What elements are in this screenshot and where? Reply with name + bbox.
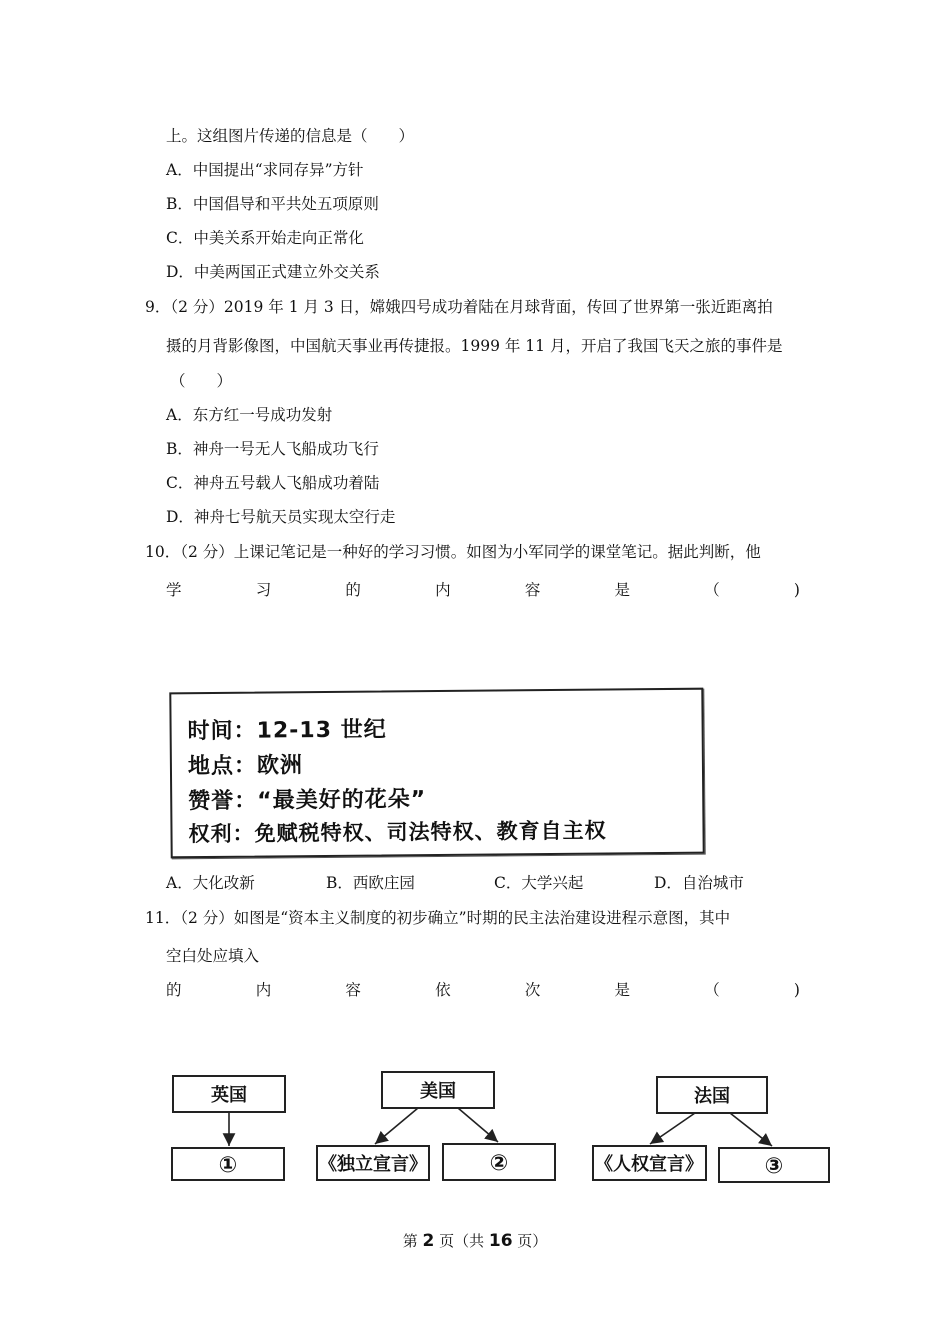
- q10-option-c: C．大学兴起: [494, 874, 584, 892]
- q9-stem-line2: 摄的月背影像图，中国航天事业再传捷报。1999 年 11 月，开启了我国飞天之旅的事件是: [166, 337, 783, 355]
- declaration-rights-label: 《人权宣言》: [595, 1154, 703, 1175]
- q11-stem-line2: 空白处应填入: [166, 947, 260, 965]
- footer-prefix: 第: [402, 1232, 423, 1250]
- q10-char: （: [704, 581, 720, 599]
- q10-option-b: B．西欧庄园: [326, 874, 415, 892]
- q10-stem-line2: [166, 580, 800, 600]
- q8-option-a: A．中国提出“求同存异”方针: [166, 161, 364, 179]
- note-time: 时间：12-13 世纪: [187, 717, 387, 745]
- q10-char: 容: [524, 581, 541, 599]
- q10-stem-line1: 10．（2 分）上课记笔记是一种好的学习习惯。如图为小军同学的课堂笔记。据此判断，他: [145, 543, 761, 561]
- q9-answer-bracket: （ ）: [170, 372, 233, 390]
- note-praise: 赞誉：“最美好的花朵”: [188, 787, 427, 815]
- footer-suffix: 页）: [512, 1232, 548, 1250]
- q11-char: （: [704, 981, 720, 999]
- democracy-progress-diagram: [160, 1060, 840, 1190]
- q10-char: 内: [435, 581, 451, 599]
- q10-option-a: A．大化改新: [166, 874, 255, 892]
- q11-char: 是: [614, 981, 631, 999]
- q11-char: ): [793, 981, 800, 999]
- q9-option-a: A．东方红一号成功发射: [166, 406, 333, 424]
- page-footer: [0, 1230, 950, 1251]
- q8-option-d: D．中美两国正式建立外交关系: [166, 263, 380, 281]
- q8-option-c: C．中美关系开始走向正常化: [166, 229, 364, 247]
- footer-total-pages: 16: [488, 1231, 513, 1251]
- q10-char: 的: [345, 581, 361, 599]
- note-rights: 权利：免赋税特权、司法特权、教育自主权: [188, 818, 607, 847]
- q8-stem-continuation: 上。这组图片传递的信息是（ ）: [166, 127, 415, 145]
- q9-stem-line1: 9．（2 分）2019 年 1 月 3 日，嫦娥四号成功着陆在月球背面，传回了世界第一张近距离拍: [145, 298, 773, 316]
- q11-char: 依: [435, 981, 451, 999]
- france-label: 法国: [694, 1086, 730, 1107]
- q11-char: 次: [524, 981, 541, 999]
- footer-middle: 页（共: [434, 1232, 489, 1250]
- q10-char: ): [793, 581, 800, 599]
- note-place: 地点：欧洲: [187, 753, 304, 780]
- class-notes-image: [169, 688, 704, 859]
- q9-option-c: C．神舟五号载人飞船成功着陆: [166, 474, 380, 492]
- us-label: 美国: [420, 1081, 456, 1102]
- uk-label: 英国: [211, 1085, 247, 1106]
- blank-2-label: ②: [489, 1151, 509, 1176]
- q11-char: 容: [345, 981, 361, 999]
- q9-option-d: D．神舟七号航天员实现太空行走: [166, 508, 396, 526]
- declaration-independence-label: 《独立宣言》: [319, 1154, 427, 1175]
- q11-char: 内: [255, 981, 272, 999]
- q11-char: 的: [166, 981, 182, 999]
- q8-option-b: B．中国倡导和平共处五项原则: [166, 195, 379, 213]
- q10-option-d: D．自治城市: [654, 874, 744, 892]
- blank-1-label: ①: [218, 1153, 238, 1178]
- footer-page-number: 2: [422, 1231, 435, 1251]
- q10-char: 学: [166, 581, 182, 599]
- q10-char: 习: [255, 581, 272, 599]
- blank-3-label: ③: [764, 1154, 784, 1179]
- q10-char: 是: [614, 581, 631, 599]
- q9-option-b: B．神舟一号无人飞船成功飞行: [166, 440, 379, 458]
- q11-stem-line1: 11．（2 分）如图是“资本主义制度的初步确立”时期的民主法治建设进程示意图，其中: [145, 909, 731, 927]
- q11-stem-line3: [166, 980, 800, 1000]
